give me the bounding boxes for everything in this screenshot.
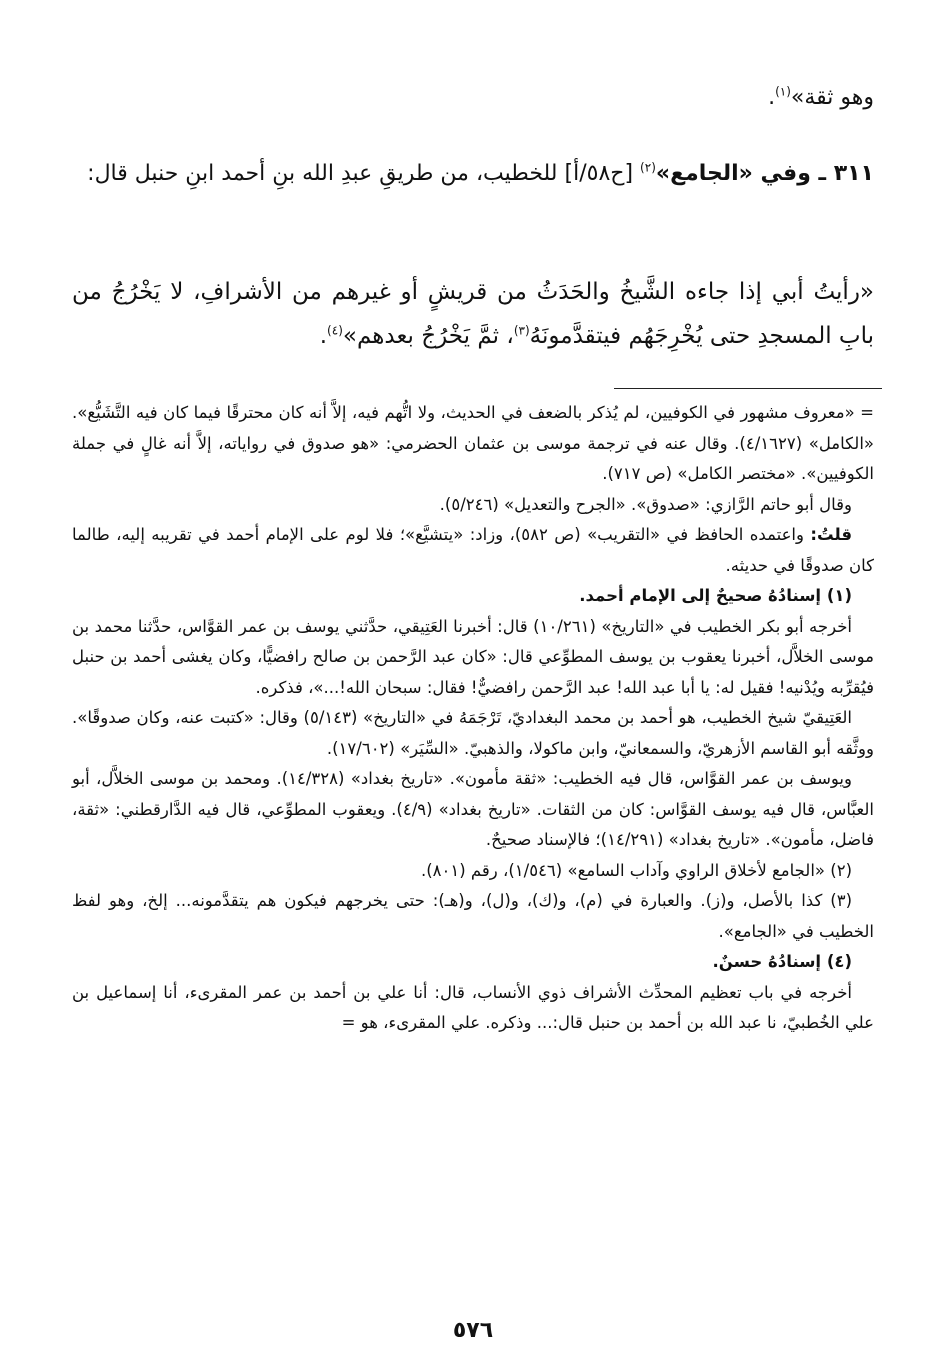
footnote-2: (٢) «الجامع لأخلاق الراوي وآداب السامع» (١/٥٤٦)، رقم (٨٠١). (420, 860, 852, 880)
footnote-1-heading: (١) إسنادُهُ صحيحٌ إلى الإمام أحمد. (579, 586, 852, 605)
footnote-4-heading: (٤) إسنادُهُ حسنٌ. (712, 952, 852, 971)
footnote-abu-hatim: وقال أبو حاتم الرَّازي: «صدوق». «الجرح والتعديل» (٥/٢٤٦). (439, 494, 852, 514)
footnote-ref-3: (٣) (513, 323, 530, 338)
text-line-previous-end: وهو ثقة»$^{(١)}$. (768, 84, 874, 110)
footnote-author-note: قلتُ: واعتمده الحافظ في «التقريب» (ص ٥٨٢)، وزاد: «يتشيَّع»؛ فلا لوم على الإمام أحمد في تقريبه إليه، طالما كان صدوقًا في حديثه. (72, 525, 874, 575)
quote-block: «رأيتُ أبي إذا جاءه الشَّيخُ والحَدَثُ من قريشٍ أو غيرهم من الأشرافِ، لا يَخْرُجُ من بابِ المسجدِ حتى يُخْرِجَهُم فيتقدَّمونَهُ$^{(٣)}$، ثمَّ يَخْرُجُ بعدهم»$^{(٤)}$. (72, 279, 874, 349)
footnote-4-takhrij: أخرجه في باب تعظيم المحدِّث الأشراف ذوي الأنساب، قال: أنا علي بن أحمد بن عمر المقرىء، أنا إسماعيل بن علي الخُطبيّ، نا عبد الله بن أحمد بن حنبل قال:... وذكره. علي المقرىء، هو = (72, 982, 874, 1032)
entry-number-and-source: ٣١١ ـ وفي «الجامع» (655, 161, 874, 186)
footnote-ref-1: (١) (775, 84, 791, 99)
footnote-continuation (72, 398, 874, 1039)
footnote-1-atiqi: العَتِيقيّ شيخ الخطيب، هو أحمد بن محمد البغداديّ، تَرْجَمَهُ في «التاريخ» (٥/١٤٣) وقال: «كتبت عنه، وكان صدوقًا». ووثَّقه أبو القاسم الأزهريّ، والسمعانيّ، وابن ماكولا، والذهبيّ. «السِّيَر» (١٧/٦٠٢). (72, 708, 874, 758)
footnote-continued-text: = «معروف مشهور في الكوفيين، لم يُذكر بالضعف في الحديث، ولا اتُّهم فيه، إلاَّ أنه كان محترقًا فيما كان فيه التَّشَيُّع». «الكامل» (٤/١٦٢٧). وقال عنه في ترجمة موسى بن عثمان الحضرمي: «هو صدوق في رواياته، إلاَّ أنه غالٍ في جملة الكوفيين». «مختصر الكامل» (ص ٧١٧). (72, 403, 874, 483)
entry-isnad: [ح٥٨/أ] للخطيب، من طريقِ عبدِ الله بنِ أحمد ابنِ حنبل قال: (87, 161, 641, 186)
quote-text: «رأيتُ أبي إذا جاءه الشَّيخُ والحَدَثُ من قريشٍ أو غيرهم من الأشرافِ، لا يَخْرُجُ من بابِ المسجدِ حتى يُخْرِجَهُم فيتقدَّمونَهُ (72, 279, 874, 349)
footnote-ref-2: (٢) (640, 160, 656, 175)
page-number: ٥٧٦ (452, 1318, 494, 1343)
entry-311 (72, 154, 874, 194)
previous-entry-ending: وهو ثقة» (790, 85, 874, 110)
footnote-separator (614, 388, 882, 389)
footnote-1-takhrij: أخرجه أبو بكر الخطيب في «التاريخ» (١٠/٢٦١) قال: أخبرنا العَتِيقي، حدَّثني يوسف بن عمر القوَّاس، حدَّثنا محمد بن موسى الخلاَّل، أخبرنا يعقوب بن يوسف المطوِّعي قال: «كان عبد الرَّحمن بن صالح رافضيًّا، وكان يغشى أحمد بن حنبل فيُقرِّبه ويُدْنيه! فقيل له: يا أبا عبد الله! عبد الرَّحمن رافضيٌّ! فقال: سبحان الله!...»، فذكره. (72, 616, 874, 697)
footnote-1-narrators: ويوسف بن عمر القوَّاس، قال فيه الخطيب: «ثقة مأمون». «تاريخ بغداد» (١٤/٣٢٨). ومحمد بن موسى الخلاَّل، أبو العبَّاس، قال فيه يوسف القوَّاس: كان من الثقات. «تاريخ بغداد» (٤/٩). ويعقوب المطوِّعي، قال فيه الدَّارقطني: «ثقة، فاضل، مأمون». «تاريخ بغداد» (١٤/٢٩١)؛ فالإسناد صحيحٌ. (72, 769, 874, 849)
footnote-3: (٣) كذا بالأصل، و(ز). والعبارة في (م)، و(ك)، و(ل)، و(هـ): حتى يخرجهم فيكون هم يتقدَّمونه... إلخ، وهو لفظ الخطيب في «الجامع». (72, 891, 874, 941)
footnote-ref-4: (٤) (327, 323, 343, 338)
